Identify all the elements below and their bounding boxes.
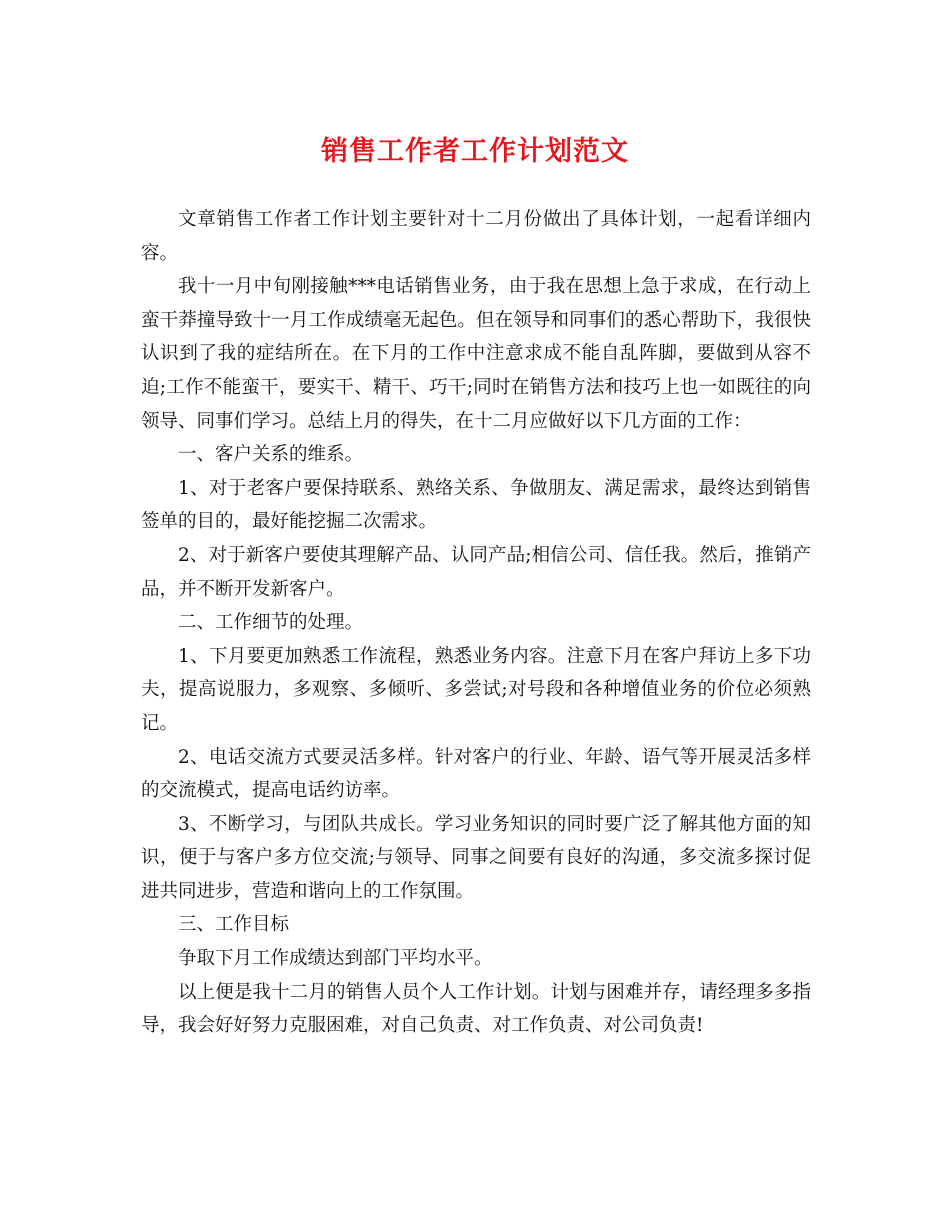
document-body [141,203,811,1043]
section-heading-work-goals: 三、工作目标 [178,914,290,936]
paragraph-old-customers: 1、对于老客户要保持联系、熟络关系、争做朋友、满足需求，最终达到销售签单的目的，最好能挖掘二次需求。 [141,477,811,533]
paragraph-workflow: 1、下月要更加熟悉工作流程，熟悉业务内容。注意下月在客户拜访上多下功夫，提高说服力，多观察、多倾听、多尝试;对号段和各种增值业务的价位必须熟记。 [141,645,811,734]
section-heading-customer-relations: 一、客户关系的维系。 [178,444,364,466]
paragraph-background: 我十一月中旬刚接触***电话销售业务，由于我在思想上急于求成，在行动上蛮干莽撞导致十一月工作成绩毫无起色。但在领导和同事们的悉心帮助下，我很快认识到了我的症结所在。在下月的工作中注意求成不能自乱阵脚，要做到从容不迫;工作不能蛮干，要实干、精干、巧干;同时在销售方法和技巧上也一如既往的向领导、同事们学习。总结上月的得失，在十二月应做好以下几方面的工作： [141,276,811,432]
paragraph-new-customers: 2、对于新客户要使其理解产品、认同产品;相信公司、信任我。然后，推销产品，并不断开发新客户。 [141,544,811,600]
paragraph-conclusion: 以上便是我十二月的销售人员个人工作计划。计划与困难并存，请经理多多指导，我会好好努力克服困难，对自己负责、对工作负责、对公司负责! [141,981,811,1037]
paragraph-continuous-learning: 3、不断学习，与团队共成长。学习业务知识的同时要广泛了解其他方面的知识，便于与客户多方位交流;与领导、同事之间要有良好的沟通，多交流多探讨促进共同进步，营造和谐向上的工作氛围。 [141,813,811,902]
paragraph-goal: 争取下月工作成绩达到部门平均水平。 [178,948,493,970]
paragraph-intro: 文章销售工作者工作计划主要针对十二月份做出了具体计划，一起看详细内容。 [141,209,811,264]
paragraph-phone-communication: 2、电话交流方式要灵活多样。针对客户的行业、年龄、语气等开展灵活多样的交流模式，提高电话约访率。 [141,746,811,802]
section-heading-work-details: 二、工作细节的处理。 [178,612,364,634]
document-title: 销售工作者工作计划范文 [321,136,629,167]
